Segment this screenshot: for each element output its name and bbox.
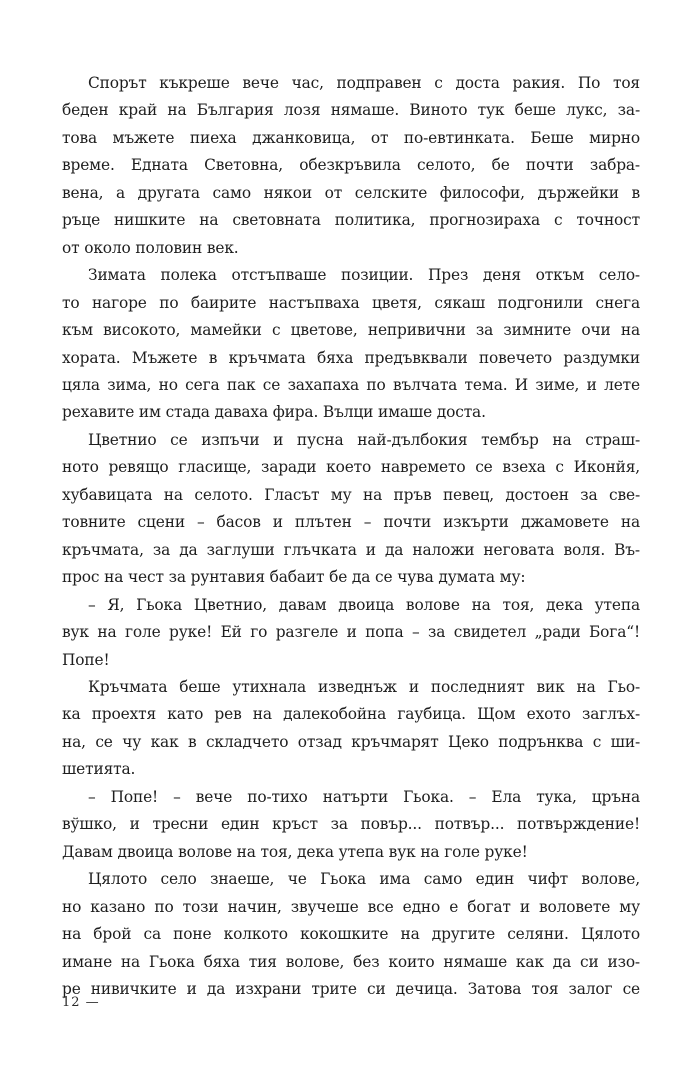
paragraph-2 — [62, 262, 640, 427]
text-line: на, се чу как в складчето отзад кръчмарят Цеко подрънква с ши- — [62, 732, 640, 751]
text-line: то нагоре по баирите настъпваха цветя, сякаш подгонили снега — [62, 293, 640, 312]
body-text — [62, 70, 640, 1003]
text-line: кръчмата, за да заглуши глъчката и да наложи неговата воля. Въ- — [62, 540, 640, 559]
text-line: време. Едната Световна, обезкръвила селото, бе почти забра- — [62, 156, 640, 175]
text-line: Попе! — [62, 650, 110, 669]
text-line: вўшко, и тресни един кръст за повър... потвър... потвърждение! — [62, 815, 640, 834]
text-line: – Попе! – вече по-тихо натърти Гьока. – Ела тука, цръна — [88, 787, 640, 806]
text-line: хубавицата на селото. Гласът му на пръв певец, достоен за све- — [62, 485, 640, 504]
paragraph-5 — [62, 674, 640, 784]
page-number: 12 — — [62, 995, 100, 1010]
text-line: ръце нишките на световната политика, прогнозираха с точност — [62, 211, 640, 230]
text-line: Цветнио се изпъчи и пусна най-дълбокия тембър на страш- — [88, 430, 640, 449]
paragraph-3 — [62, 427, 640, 592]
text-line: имане на Гьока бяха тия волове, без които нямаше как да си изо- — [62, 952, 640, 971]
text-line: цяла зима, но сега пак се захапаха по вълчата тема. И зиме, и лете — [62, 375, 640, 394]
paragraph-6 — [62, 784, 640, 866]
text-line: към високото, мамейки с цветове, непривични за зимните очи на — [62, 321, 640, 340]
text-line: Давам двоица волове на тоя, дека утепа вук на голе руке! — [62, 842, 528, 861]
text-line: товните сцени – басов и плътен – почти изкърти джамовете на — [62, 513, 640, 532]
text-line: от около половин век. — [62, 238, 239, 257]
text-line: беден край на България лозя нямаше. Виното тук беше лукс, за- — [62, 101, 640, 120]
text-line: ното ревящо гласище, заради което навремето се взеха с Иконйя, — [62, 458, 640, 477]
text-line: хората. Мъжете в кръчмата бяха предъвквали повечето раздумки — [62, 348, 640, 367]
text-line: шетията. — [62, 760, 136, 779]
text-line: Цялото село знаеше, че Гьока има само един чифт волове, — [88, 870, 640, 889]
text-line: вена, а другата само някои от селските философи, държейки в — [62, 183, 640, 202]
text-line: ре нивичките и да изхрани трите си дечица. Затова тоя залог се — [62, 979, 640, 998]
text-line: на брой са поне колкото кокошките на другите селяни. Цялото — [62, 925, 640, 944]
text-line: но казано по този начин, звучеше все едно е богат и воловете му — [62, 897, 640, 916]
text-line: това мъжете пиеха джанковица, от по-евтинката. Беше мирно — [62, 128, 640, 147]
paragraph-1 — [62, 70, 640, 262]
text-line: рехавите им стада даваха фира. Вълци имаше доста. — [62, 403, 486, 422]
paragraph-7 — [62, 866, 640, 1003]
text-line: вук на голе руке! Ей го разгеле и попа – за свидетел „ради Бога“! — [62, 623, 640, 642]
text-line: Кръчмата беше утихнала изведнъж и последният вик на Гьо- — [88, 677, 640, 696]
text-line: Спорът къкреше вече час, подправен с доста ракия. По тоя — [88, 74, 640, 92]
text-line: Зимата полека отстъпваше позиции. През деня откъм село- — [88, 266, 640, 285]
paragraph-4 — [62, 592, 640, 674]
text-line: ка проехтя като рев на далекобойна гаубица. Щом ехото заглъх- — [62, 705, 640, 724]
text-line: – Я, Гьока Цветнио, давам двоица волове на тоя, дека утепа — [88, 595, 640, 614]
text-line: прос на чест за рунтавия бабаит бе да се чува думата му: — [62, 568, 526, 587]
